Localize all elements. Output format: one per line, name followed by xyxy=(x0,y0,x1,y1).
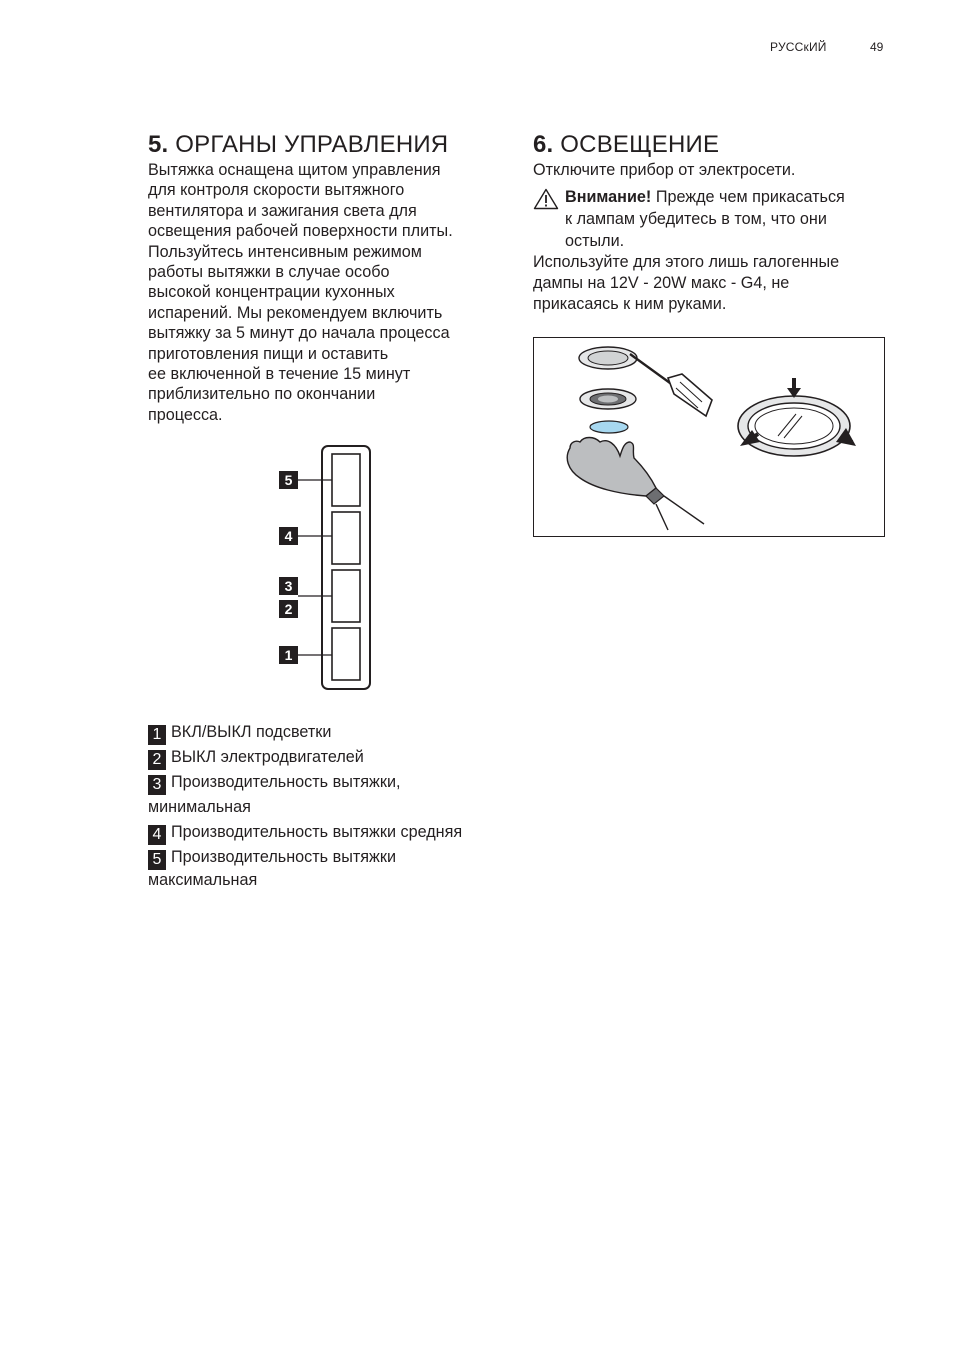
panel-label-3: 3 xyxy=(284,578,293,594)
legend-text: Производительность вытяжки средняя xyxy=(171,822,463,841)
body-line: прикасаясь к ним руками. xyxy=(533,295,727,314)
legend-item xyxy=(148,820,518,845)
body-line: ее включенной в течение 15 минут xyxy=(148,365,411,384)
section-lighting xyxy=(533,130,893,315)
page-number: 49 xyxy=(870,40,884,54)
lamp-replacement-illustration xyxy=(533,337,885,537)
warning-block xyxy=(533,186,893,252)
section-6-number: 6. xyxy=(533,131,554,158)
legend-item xyxy=(148,770,518,795)
panel-label-4: 4 xyxy=(284,528,293,544)
panel-label-1: 1 xyxy=(284,647,293,663)
warning-text: Прежде чем прикасаться xyxy=(655,188,845,207)
legend-text: Производительность вытяжки xyxy=(171,847,396,866)
legend-text: ВКЛ/ВЫКЛ подсветки xyxy=(171,723,332,741)
legend-badge: 1 xyxy=(148,725,166,745)
body-line: процесса. xyxy=(148,405,223,424)
legend-item-continuation: минимальная xyxy=(148,798,251,816)
panel-label-5: 5 xyxy=(284,472,293,488)
legend-item xyxy=(148,847,518,870)
lamp-replacement-drawing xyxy=(534,338,884,536)
body-line: Вытяжка оснащена щитом управления xyxy=(148,161,441,179)
legend-item xyxy=(148,720,518,745)
section-5-title: ОРГАНЫ УПРАВЛЕНИЯ xyxy=(175,131,449,158)
legend-badge: 3 xyxy=(148,775,166,795)
header-language: РУССкИЙ xyxy=(770,40,827,54)
section-6-intro: Отключите прибор от электросети. xyxy=(533,161,796,179)
section-5-body xyxy=(148,160,508,425)
legend-text: ВЫКЛ электродвигателей xyxy=(171,748,364,766)
warning-text: остыли. xyxy=(565,232,625,251)
body-line: Пользуйтесь интенсивным режимом xyxy=(148,242,422,261)
section-5-number: 5. xyxy=(148,131,169,158)
body-line: высокой концентрации кухонных xyxy=(148,283,395,302)
panel-button-5 xyxy=(332,454,360,506)
section-6-body xyxy=(533,252,893,315)
body-line: приготовления пищи и оставить xyxy=(148,344,389,363)
warning-triangle-icon xyxy=(533,188,559,210)
body-line: дампы на 12V - 20W макс - G4, не xyxy=(533,274,790,293)
control-panel-diagram xyxy=(278,444,378,694)
panel-button-4 xyxy=(332,512,360,564)
panel-label-2: 2 xyxy=(284,601,293,617)
section-6-heading xyxy=(533,130,893,160)
section-controls xyxy=(148,130,508,425)
control-legend xyxy=(148,720,518,890)
section-6-title: ОСВЕЩЕНИЕ xyxy=(560,131,720,158)
body-line: для контроля скорости вытяжного xyxy=(148,181,405,200)
legend-badge: 4 xyxy=(148,825,166,845)
body-line: приблизительно по окончании xyxy=(148,385,376,404)
body-line: Используйте для этого лишь галогенные xyxy=(533,253,840,272)
legend-text: Производительность вытяжки, xyxy=(171,773,401,791)
body-line: вытяжку за 5 минут до начала процесса xyxy=(148,324,450,343)
legend-item xyxy=(148,745,518,770)
legend-badge: 2 xyxy=(148,750,166,770)
body-line: освещения рабочей поверхности плиты. xyxy=(148,222,453,241)
legend-badge: 5 xyxy=(148,850,166,870)
body-line: испарений. Мы рекомендуем включить xyxy=(148,303,443,322)
section-5-heading xyxy=(148,130,508,160)
warning-text: к лампам убедитесь в том, что они xyxy=(565,210,827,229)
legend-item-continuation: максимальная xyxy=(148,870,258,889)
body-line: вентилятора и зажигания света для xyxy=(148,201,417,220)
warning-label: Внимание! xyxy=(565,188,652,207)
panel-button-1 xyxy=(332,628,360,680)
body-line: работы вытяжки в случае особо xyxy=(148,263,390,282)
panel-button-3-2 xyxy=(332,570,360,622)
